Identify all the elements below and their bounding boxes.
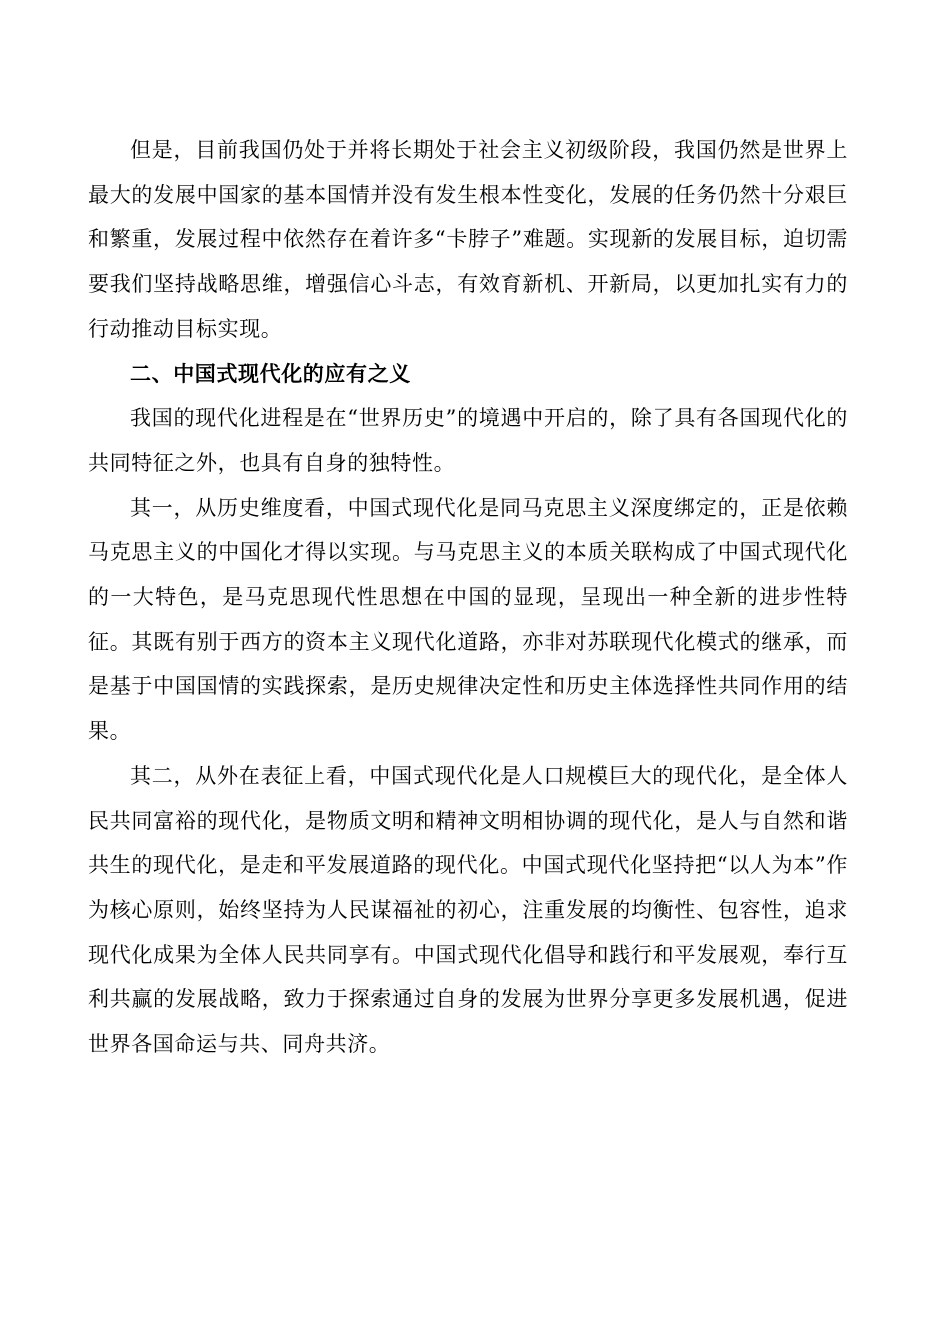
paragraph-external-characteristics: 其二，从外在表征上看，中国式现代化是人口规模巨大的现代化，是全体人民共同富裕的现代化，是物质文明和精神文明相协调的现代化，是人与自然和谐共生的现代化，是走和平发展道路的现代化。中国式现代化坚持把“以人为本”作为核心原则，始终坚持为人民谋福祉的初心，注重发展的均衡性、包容性，追求现代化成果为全体人民共同享有。中国式现代化倡导和践行和平发展观，奉行互利共赢的发展战略，致力于探索通过自身的发展为世界分享更多发展机遇，促进世界各国命运与共、同舟共济。 <box>88 763 848 1057</box>
paragraph-historical-dimension: 其一，从历史维度看，中国式现代化是同马克思主义深度绑定的，正是依赖马克思主义的中国化才得以实现。与马克思主义的本质关联构成了中国式现代化的一大特色，是马克思现代性思想在中国的显现，呈现出一种全新的进步性特征。其既有别于西方的资本主义现代化道路，亦非对苏联现代化模式的继承，而是基于中国国情的实践探索，是历史规律决定性和历史主体选择性共同作用的结果。 <box>88 495 848 744</box>
paragraph-modernization-intro: 我国的现代化进程是在“世界历史”的境遇中开启的，除了具有各国现代化的共同特征之外，也具有自身的独特性。 <box>88 406 848 475</box>
paragraph-basic-national-conditions: 但是，目前我国仍处于并将长期处于社会主义初级阶段，我国仍然是世界上最大的发展中国家的基本国情并没有发生根本性变化，发展的任务仍然十分艰巨和繁重，发展过程中依然存在着许多“卡脖子”难题。实现新的发展目标，迫切需要我们坚持战略思维，增强信心斗志，有效育新机、开新局，以更加扎实有力的行动推动目标实现。 <box>88 138 848 341</box>
document-page <box>88 128 848 1067</box>
section-heading: 二、中国式现代化的应有之义 <box>130 361 411 386</box>
